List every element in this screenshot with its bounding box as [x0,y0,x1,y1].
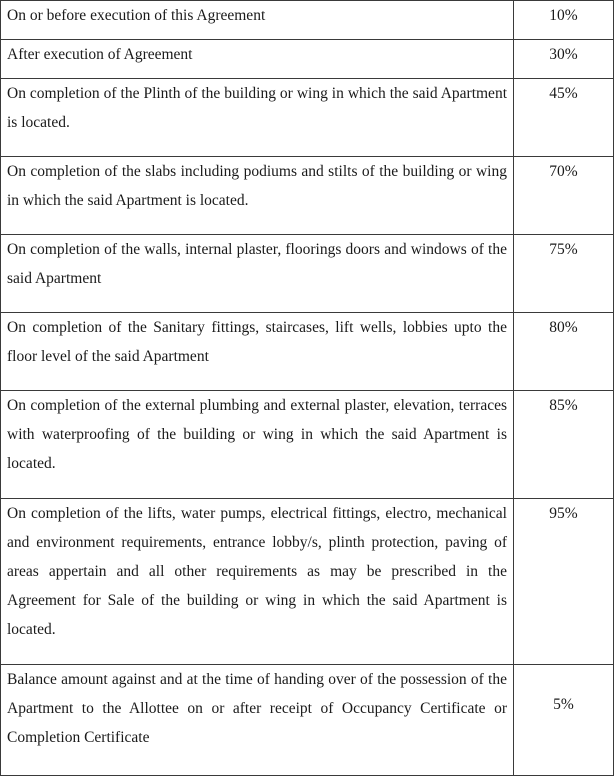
table-row [1,499,614,665]
table-row [1,391,614,499]
installment-percent: 5% [514,665,614,776]
installment-percent: 75% [514,235,614,313]
installment-description: After execution of Agreement [1,40,514,79]
installment-percent: 30% [514,40,614,79]
installment-description: On completion of the Sanitary fittings, staircases, lift wells, lobbies upto the floor level of the said Apartment [1,313,514,391]
installment-percent: 80% [514,313,614,391]
installment-description: On or before execution of this Agreement [1,1,514,40]
table-row [1,1,614,40]
installment-description: On completion of the slabs including podiums and stilts of the building or wing in which the said Apartment is located. [1,157,514,235]
installment-description: On completion of the Plinth of the building or wing in which the said Apartment is located. [1,79,514,157]
installment-percent: 70% [514,157,614,235]
installment-description: On completion of the walls, internal plaster, floorings doors and windows of the said Apartment [1,235,514,313]
installment-percent: 85% [514,391,614,499]
installment-description: On completion of the lifts, water pumps, electrical fittings, electro, mechanical and environment requirements, entrance lobby/s, plinth protection, paving of areas appertain and all other requirements as may be prescribed in the Agreement for Sale of the building or wing in which the said Apartment is located. [1,499,514,665]
installment-description: On completion of the external plumbing and external plaster, elevation, terraces with waterproofing of the building or wing in which the said Apartment is located. [1,391,514,499]
table-row [1,40,614,79]
table-row [1,313,614,391]
table-row [1,79,614,157]
installment-percent: 45% [514,79,614,157]
table-row [1,665,614,776]
installment-percent: 10% [514,1,614,40]
table-row [1,235,614,313]
installment-description: Balance amount against and at the time of handing over of the possession of the Apartment to the Allottee on or after receipt of Occupancy Certificate or Completion Certificate [1,665,514,776]
table-row [1,157,614,235]
installment-percent: 95% [514,499,614,665]
